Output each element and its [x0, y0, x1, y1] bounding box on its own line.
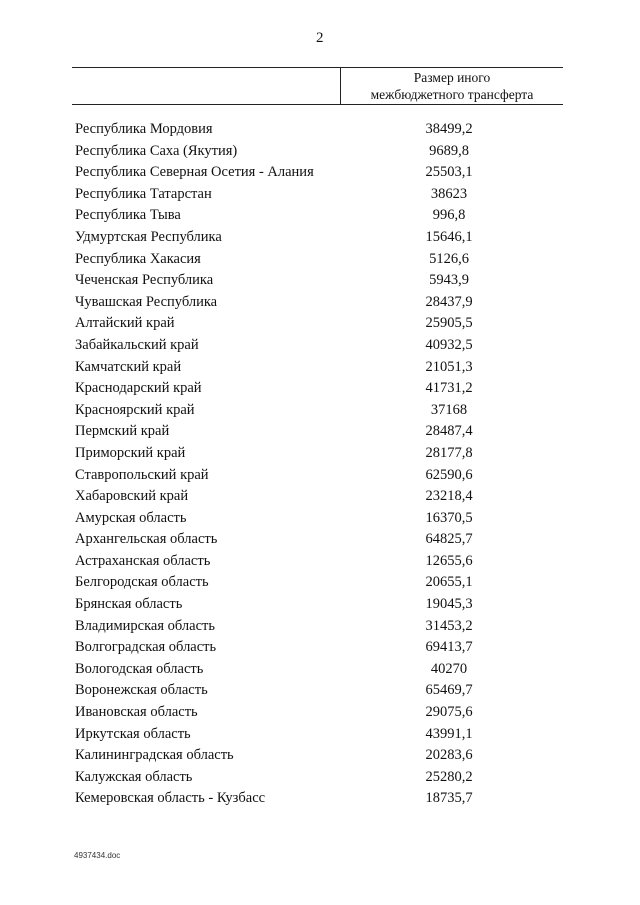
region-name: Белгородская область [75, 574, 209, 591]
region-name: Республика Тыва [75, 207, 181, 224]
transfer-amount: 9689,8 [429, 142, 469, 159]
amount-column-header-line-1: Размер иного [413, 70, 491, 85]
region-name: Республика Хакасия [75, 250, 201, 267]
region-name: Алтайский край [75, 315, 175, 332]
transfer-amount: 29075,6 [425, 704, 473, 721]
table-row [75, 572, 563, 594]
region-name: Республика Мордовия [75, 121, 213, 137]
transfer-amount: 38499,2 [425, 121, 473, 137]
transfer-amount: 5943,9 [429, 272, 469, 289]
table-row [75, 292, 563, 314]
region-name: Красноярский край [75, 401, 195, 418]
table-row [75, 400, 563, 422]
transfer-amount: 64825,7 [425, 531, 473, 548]
region-name: Калининградская область [75, 747, 234, 764]
table-row [75, 508, 563, 530]
transfer-amount: 12655,6 [425, 552, 473, 569]
transfer-amount: 40932,5 [425, 336, 473, 353]
transfer-amount: 996,8 [432, 207, 466, 224]
region-name: Брянская область [75, 596, 183, 613]
table-row [75, 184, 563, 206]
table-row [75, 616, 563, 638]
table-row [75, 465, 563, 487]
region-name: Хабаровский край [75, 488, 189, 505]
table-row [75, 313, 563, 335]
table-row [75, 249, 563, 271]
region-name: Астраханская область [75, 552, 211, 569]
region-name: Камчатский край [75, 358, 182, 375]
amount-column-header-line-2: межбюджетного трансферта [370, 87, 534, 102]
table-row [75, 637, 563, 659]
table-row [75, 421, 563, 443]
transfer-amount: 25905,5 [425, 315, 473, 332]
page-number: 2 [316, 30, 324, 46]
transfer-amount: 31453,2 [425, 617, 473, 634]
table-row [75, 119, 563, 141]
region-name: Кемеровская область - Кузбасс [75, 790, 266, 807]
transfer-amount: 28177,8 [425, 444, 473, 461]
amount-column-header [341, 69, 563, 103]
transfer-amount: 41731,2 [425, 380, 473, 397]
table-row [75, 270, 563, 292]
region-name: Иркутская область [75, 725, 191, 742]
table-row [75, 227, 563, 249]
transfer-amount: 23218,4 [425, 488, 473, 505]
transfer-amount: 38623 [430, 185, 468, 202]
table-row [75, 378, 563, 400]
transfer-table-body [75, 119, 563, 810]
table-row [75, 529, 563, 551]
transfer-amount: 43991,1 [425, 725, 473, 742]
transfer-amount: 20655,1 [425, 574, 473, 591]
table-row [75, 551, 563, 573]
table-row [75, 162, 563, 184]
transfer-amount: 37168 [430, 401, 468, 418]
transfer-amount: 25503,1 [425, 164, 473, 181]
region-name: Воронежская область [75, 682, 208, 699]
table-header-bottom-rule [72, 104, 563, 105]
transfer-amount: 18735,7 [425, 790, 473, 807]
table-row [75, 486, 563, 508]
region-name: Приморский край [75, 444, 186, 461]
region-name: Республика Северная Осетия - Алания [75, 164, 314, 181]
table-row [75, 594, 563, 616]
table-row [75, 443, 563, 465]
region-name: Пермский край [75, 423, 170, 440]
document-code: 4937434.doc [74, 851, 121, 860]
table-row [75, 680, 563, 702]
transfer-amount: 28487,4 [425, 423, 473, 440]
region-name: Вологодская область [75, 660, 204, 677]
transfer-amount: 28437,9 [425, 293, 473, 310]
table-row [75, 702, 563, 724]
transfer-amount: 20283,6 [425, 747, 473, 764]
transfer-amount: 62590,6 [425, 466, 473, 483]
transfer-amount: 15646,1 [425, 228, 473, 245]
transfer-amount: 69413,7 [425, 639, 473, 656]
table-row [75, 205, 563, 227]
region-name: Ивановская область [75, 704, 198, 721]
transfer-amount: 21051,3 [425, 358, 473, 375]
region-name: Краснодарский край [75, 380, 202, 397]
region-name: Ставропольский край [75, 466, 209, 483]
region-name: Республика Саха (Якутия) [75, 142, 238, 159]
transfer-amount: 16370,5 [425, 509, 473, 526]
transfer-amount: 5126,6 [429, 250, 469, 267]
region-name: Чеченская Республика [75, 272, 214, 289]
region-name: Владимирская область [75, 617, 215, 634]
region-name: Волгоградская область [75, 639, 217, 656]
transfer-amount: 19045,3 [425, 596, 473, 613]
table-row [75, 745, 563, 767]
transfer-amount: 40270 [430, 660, 468, 677]
region-name: Амурская область [75, 509, 187, 526]
table-row [75, 357, 563, 379]
table-row [75, 335, 563, 357]
region-name: Калужская область [75, 768, 193, 785]
table-header-top-rule [72, 67, 563, 68]
table-row [75, 724, 563, 746]
table-row [75, 141, 563, 163]
table-row [75, 659, 563, 681]
table-row [75, 767, 563, 789]
transfer-amount: 25280,2 [425, 768, 473, 785]
region-name: Архангельская область [75, 531, 218, 548]
transfer-amount: 65469,7 [425, 682, 473, 699]
region-name: Удмуртская Республика [75, 228, 222, 245]
region-name: Республика Татарстан [75, 185, 212, 202]
table-row [75, 788, 563, 810]
region-name: Забайкальский край [75, 336, 199, 353]
region-name: Чувашская Республика [75, 293, 218, 310]
